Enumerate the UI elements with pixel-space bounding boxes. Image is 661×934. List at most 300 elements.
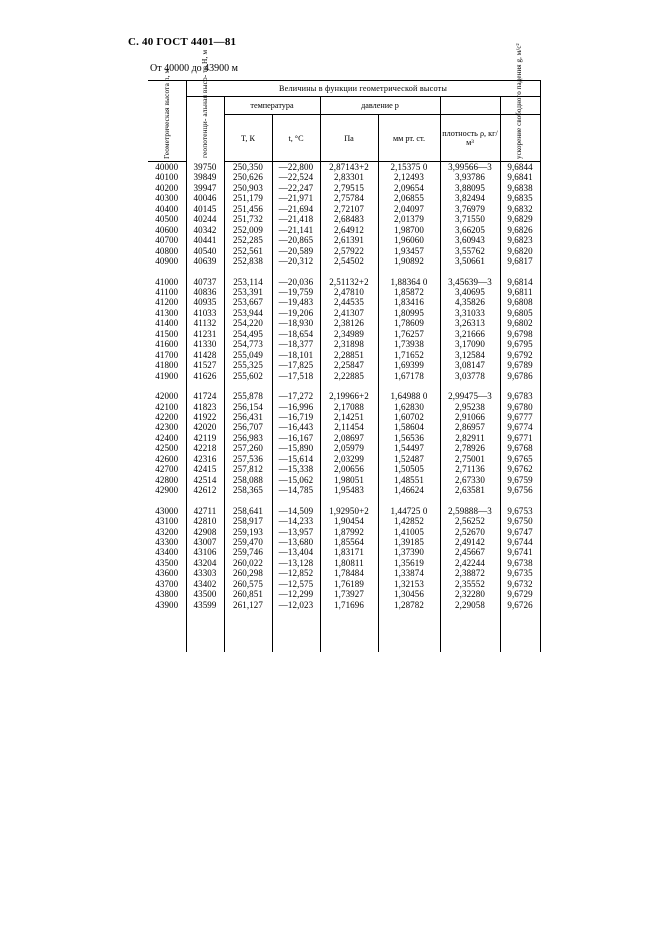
table-cell: 259,470: [224, 537, 272, 547]
table-cell: 40100: [148, 172, 186, 182]
table-row: [148, 454, 540, 464]
table-row: [148, 422, 540, 432]
table-cell: 2,08697: [320, 433, 378, 443]
table-row: [148, 297, 540, 307]
table-cell: 261,127: [224, 600, 272, 610]
table-tail-spacer: [148, 610, 540, 652]
table-cell: 1,28782: [378, 600, 440, 610]
table-cell: 41231: [186, 329, 224, 339]
table-row: [148, 412, 540, 422]
table-cell: 251,179: [224, 193, 272, 203]
altitude-range-caption: От 40000 до 43900 м: [150, 63, 239, 74]
table-cell: 40145: [186, 204, 224, 214]
table-cell: 41800: [148, 360, 186, 370]
table-cell: 1,76189: [320, 579, 378, 589]
table-cell: 43204: [186, 558, 224, 568]
header-gravity: [500, 43, 540, 162]
table-cell: —22,800: [272, 162, 320, 173]
table-cell: —22,524: [272, 172, 320, 182]
table-cell: —16,996: [272, 402, 320, 412]
table-cell: 41500: [148, 329, 186, 339]
table-cell: 41200: [148, 297, 186, 307]
table-cell: 41527: [186, 360, 224, 370]
table-cell: 2,57922: [320, 246, 378, 256]
table-cell: 1,76257: [378, 329, 440, 339]
table-cell: 3,55762: [440, 246, 500, 256]
table-cell: —15,062: [272, 475, 320, 485]
table-cell: 9,6780: [500, 402, 540, 412]
table-cell: 1,98051: [320, 475, 378, 485]
table-cell: 2,87143+2: [320, 162, 378, 173]
table-cell: 9,6750: [500, 516, 540, 526]
table-cell: 4,35826: [440, 297, 500, 307]
table-row: [148, 464, 540, 474]
table-cell: 3,66205: [440, 225, 500, 235]
table-cell: 258,088: [224, 475, 272, 485]
table-cell: 1,37390: [378, 547, 440, 557]
table-cell: 2,68483: [320, 214, 378, 224]
table-cell: 258,917: [224, 516, 272, 526]
table-cell: 1,54497: [378, 443, 440, 453]
table-cell: 2,86957: [440, 422, 500, 432]
header-geopotential-height: [186, 49, 224, 162]
table-body: [148, 162, 540, 653]
table-cell: 2,63581: [440, 485, 500, 495]
table-cell: —16,167: [272, 433, 320, 443]
table-cell: —20,865: [272, 235, 320, 245]
table-cell: 2,83301: [320, 172, 378, 182]
table-cell: 9,6832: [500, 204, 540, 214]
table-cell: 1,78609: [378, 318, 440, 328]
table-cell: 2,03299: [320, 454, 378, 464]
table-row: [148, 391, 540, 401]
table-cell: —21,694: [272, 204, 320, 214]
table-cell: 1,83416: [378, 297, 440, 307]
table-cell: 2,71136: [440, 464, 500, 474]
table-row: [148, 568, 540, 578]
table-cell: 2,06855: [378, 193, 440, 203]
table-cell: 9,6841: [500, 172, 540, 182]
table-cell: —22,247: [272, 183, 320, 193]
table-cell: 2,99475—3: [440, 391, 500, 401]
table-cell: 3,82494: [440, 193, 500, 203]
table-cell: 42119: [186, 433, 224, 443]
table-cell: 40342: [186, 225, 224, 235]
table-cell: 2,59888—3: [440, 506, 500, 516]
table-row: [148, 329, 540, 339]
table-cell: 251,456: [224, 204, 272, 214]
table-cell: 43007: [186, 537, 224, 547]
table-cell: 41000: [148, 277, 186, 287]
table-cell: —13,957: [272, 527, 320, 537]
header-geometric-height-label: Геометрическая высота h, м: [161, 68, 171, 159]
table-cell: 2,01379: [378, 214, 440, 224]
table-cell: 9,6753: [500, 506, 540, 516]
table-cell: 42514: [186, 475, 224, 485]
table-cell: 2,51132+2: [320, 277, 378, 287]
header-unit-temperature-celsius: t, °C: [272, 115, 320, 162]
table-row: [148, 318, 540, 328]
table-cell: 1,73938: [378, 339, 440, 349]
header-density: [440, 115, 500, 162]
table-cell: 2,17088: [320, 402, 378, 412]
table-cell: 2,35552: [440, 579, 500, 589]
table-cell: 3,45639—3: [440, 277, 500, 287]
table-cell: 1,98700: [378, 225, 440, 235]
table-cell: 3,26313: [440, 318, 500, 328]
table-row: [148, 256, 540, 266]
table-block-gap: [148, 496, 540, 506]
table-cell: 2,34989: [320, 329, 378, 339]
table-cell: 43500: [186, 589, 224, 599]
table-cell: —12,023: [272, 600, 320, 610]
table-cell: 1,88364 0: [378, 277, 440, 287]
table-row: [148, 371, 540, 381]
table-cell: 43599: [186, 600, 224, 610]
header-geopotential-height-label: геопотенци- альная высо- та H, м: [199, 49, 209, 158]
page-header: С. 40 ГОСТ 4401—81: [128, 36, 237, 48]
table-cell: 40836: [186, 287, 224, 297]
table-cell: 2,72107: [320, 204, 378, 214]
table-cell: 2,15375 0: [378, 162, 440, 173]
table-cell: 2,00656: [320, 464, 378, 474]
table-cell: 41100: [148, 287, 186, 297]
table-cell: —21,971: [272, 193, 320, 203]
table-cell: 1,41005: [378, 527, 440, 537]
table-cell: 43900: [148, 600, 186, 610]
table-row: [148, 360, 540, 370]
table-cell: 43402: [186, 579, 224, 589]
table-cell: 9,6802: [500, 318, 540, 328]
table-cell: 1,96060: [378, 235, 440, 245]
table-cell: —15,614: [272, 454, 320, 464]
table-cell: 3,88095: [440, 183, 500, 193]
table-cell: 40200: [148, 183, 186, 193]
table-cell: 41700: [148, 350, 186, 360]
table-cell: 40441: [186, 235, 224, 245]
table-cell: 42020: [186, 422, 224, 432]
table-row: [148, 433, 540, 443]
table-cell: 41724: [186, 391, 224, 401]
table-cell: 41132: [186, 318, 224, 328]
table-cell: 3,08147: [440, 360, 500, 370]
table-cell: 255,602: [224, 371, 272, 381]
table-cell: 252,285: [224, 235, 272, 245]
table-cell: 2,11454: [320, 422, 378, 432]
table-cell: 40500: [148, 214, 186, 224]
table-cell: 1,52487: [378, 454, 440, 464]
header-unit-pressure-pascal: Па: [320, 115, 378, 162]
table-cell: 42000: [148, 391, 186, 401]
table-cell: 9,6774: [500, 422, 540, 432]
table-cell: 1,44725 0: [378, 506, 440, 516]
table-cell: 1,67178: [378, 371, 440, 381]
table-cell: 42908: [186, 527, 224, 537]
table-cell: 2,14251: [320, 412, 378, 422]
table-cell: 3,12584: [440, 350, 500, 360]
table-cell: 9,6789: [500, 360, 540, 370]
table-cell: 42612: [186, 485, 224, 495]
table-cell: 9,6726: [500, 600, 540, 610]
table-row: [148, 516, 540, 526]
table-row: [148, 193, 540, 203]
table-cell: —17,518: [272, 371, 320, 381]
table-cell: 9,6759: [500, 475, 540, 485]
table-cell: 250,903: [224, 183, 272, 193]
table-cell: 254,220: [224, 318, 272, 328]
table-cell: —21,141: [272, 225, 320, 235]
table-cell: 40000: [148, 162, 186, 173]
table-cell: 9,6729: [500, 589, 540, 599]
table-cell: 2,78926: [440, 443, 500, 453]
table-cell: 252,561: [224, 246, 272, 256]
table-cell: 42500: [148, 443, 186, 453]
table-cell: 252,009: [224, 225, 272, 235]
table-cell: 2,64912: [320, 225, 378, 235]
table-cell: 1,60702: [378, 412, 440, 422]
table-cell: 3,99566—3: [440, 162, 500, 173]
header-gravity-label: ускорение свободного падения g, м/с²: [515, 43, 524, 159]
header-density-spacer: [440, 97, 500, 115]
table-cell: —19,759: [272, 287, 320, 297]
table-row: [148, 246, 540, 256]
table-cell: 9,6798: [500, 329, 540, 339]
table-cell: —14,509: [272, 506, 320, 516]
table-cell: 9,6756: [500, 485, 540, 495]
table-cell: 2,04097: [378, 204, 440, 214]
table-cell: 1,33874: [378, 568, 440, 578]
table-cell: 1,93457: [378, 246, 440, 256]
table-cell: 9,6738: [500, 558, 540, 568]
table-row: [148, 402, 540, 412]
table-cell: 2,91066: [440, 412, 500, 422]
table-cell: 2,25847: [320, 360, 378, 370]
table-cell: 1,62830: [378, 402, 440, 412]
table-cell: 2,75784: [320, 193, 378, 203]
table-cell: 260,851: [224, 589, 272, 599]
table-cell: 1,42852: [378, 516, 440, 526]
table-cell: 40600: [148, 225, 186, 235]
table-cell: 9,6808: [500, 297, 540, 307]
table-cell: 2,75001: [440, 454, 500, 464]
table-cell: 9,6735: [500, 568, 540, 578]
table-cell: 2,29058: [440, 600, 500, 610]
table-cell: —12,852: [272, 568, 320, 578]
table-cell: 41900: [148, 371, 186, 381]
table-cell: 43300: [148, 537, 186, 547]
table-cell: —19,483: [272, 297, 320, 307]
header-unit-temperature-kelvin: T, К: [224, 115, 272, 162]
table-cell: 253,944: [224, 308, 272, 318]
table-cell: —13,128: [272, 558, 320, 568]
table-row: [148, 204, 540, 214]
table-cell: 41922: [186, 412, 224, 422]
table-cell: 3,40695: [440, 287, 500, 297]
table-cell: 43100: [148, 516, 186, 526]
table-cell: —18,930: [272, 318, 320, 328]
table-cell: —20,312: [272, 256, 320, 266]
table-cell: 2,44535: [320, 297, 378, 307]
table-cell: 3,71550: [440, 214, 500, 224]
table-cell: —13,404: [272, 547, 320, 557]
table-cell: 254,495: [224, 329, 272, 339]
table-row: [148, 443, 540, 453]
table-cell: 1,58604: [378, 422, 440, 432]
table-block-gap: [148, 267, 540, 277]
table-cell: 1,48551: [378, 475, 440, 485]
table-row: [148, 214, 540, 224]
table-cell: 2,09654: [378, 183, 440, 193]
table-cell: 42218: [186, 443, 224, 453]
header-density-label: плотность ρ, кг/м³: [442, 129, 498, 147]
table-cell: 2,79515: [320, 183, 378, 193]
table-cell: 1,78484: [320, 568, 378, 578]
table-cell: 1,87992: [320, 527, 378, 537]
table-cell: 9,6768: [500, 443, 540, 453]
table-row: [148, 579, 540, 589]
table-cell: —13,680: [272, 537, 320, 547]
table-cell: 1,73927: [320, 589, 378, 599]
table-cell: 43303: [186, 568, 224, 578]
table-cell: 9,6826: [500, 225, 540, 235]
table-cell: 2,95238: [440, 402, 500, 412]
table-cell: 41033: [186, 308, 224, 318]
table-row: [148, 475, 540, 485]
table-cell: 9,6741: [500, 547, 540, 557]
table-cell: 250,626: [224, 172, 272, 182]
table-cell: —20,589: [272, 246, 320, 256]
table-cell: 253,391: [224, 287, 272, 297]
table-cell: 256,154: [224, 402, 272, 412]
table-cell: 1,69399: [378, 360, 440, 370]
header-geometric-height: [148, 68, 186, 162]
table-cell: 40244: [186, 214, 224, 224]
table-cell: 2,45667: [440, 547, 500, 557]
table-cell: 260,022: [224, 558, 272, 568]
table-cell: 42300: [148, 422, 186, 432]
table-cell: —19,206: [272, 308, 320, 318]
table-cell: 42800: [148, 475, 186, 485]
table-cell: 9,6795: [500, 339, 540, 349]
table-cell: 41823: [186, 402, 224, 412]
table-cell: 9,6765: [500, 454, 540, 464]
table-cell: 260,298: [224, 568, 272, 578]
table-cell: 2,38126: [320, 318, 378, 328]
table-row: [148, 235, 540, 245]
table-cell: 2,31898: [320, 339, 378, 349]
table-cell: 260,575: [224, 579, 272, 589]
table-cell: 2,12493: [378, 172, 440, 182]
table-cell: 1,92950+2: [320, 506, 378, 516]
table-cell: —18,377: [272, 339, 320, 349]
table-block-gap: [148, 381, 540, 391]
table-cell: —14,785: [272, 485, 320, 495]
table-cell: 9,6805: [500, 308, 540, 318]
table-cell: 42700: [148, 464, 186, 474]
table-cell: 42316: [186, 454, 224, 464]
table-cell: 2,41307: [320, 308, 378, 318]
table-cell: 2,28851: [320, 350, 378, 360]
header-group-title: Величины в функции геометрической высоты: [186, 81, 540, 97]
table-cell: 43106: [186, 547, 224, 557]
table-cell: 253,114: [224, 277, 272, 287]
table-row: [148, 308, 540, 318]
table-cell: 1,71652: [378, 350, 440, 360]
table-cell: 2,52670: [440, 527, 500, 537]
table-cell: 2,42244: [440, 558, 500, 568]
table-cell: 1,50505: [378, 464, 440, 474]
table-cell: 9,6844: [500, 162, 540, 173]
table-row: [148, 277, 540, 287]
table-cell: 1,85872: [378, 287, 440, 297]
table-cell: 42415: [186, 464, 224, 474]
table-cell: 42400: [148, 433, 186, 443]
table-cell: 39849: [186, 172, 224, 182]
table-cell: 9,6792: [500, 350, 540, 360]
table-cell: 43000: [148, 506, 186, 516]
table-cell: 1,90892: [378, 256, 440, 266]
table-cell: 9,6783: [500, 391, 540, 401]
table-cell: 254,773: [224, 339, 272, 349]
table-cell: 259,746: [224, 547, 272, 557]
table-cell: 41626: [186, 371, 224, 381]
table-row: [148, 600, 540, 610]
table-cell: 257,260: [224, 443, 272, 453]
table-cell: 1,35619: [378, 558, 440, 568]
table-row: [148, 589, 540, 599]
table-row: [148, 183, 540, 193]
table-cell: 40900: [148, 256, 186, 266]
table-row: [148, 162, 540, 173]
table-cell: 1,85564: [320, 537, 378, 547]
table-cell: 3,21666: [440, 329, 500, 339]
table-cell: 259,193: [224, 527, 272, 537]
table-cell: 1,80811: [320, 558, 378, 568]
table-cell: 1,30456: [378, 589, 440, 599]
table-cell: 3,31033: [440, 308, 500, 318]
table-cell: 9,6814: [500, 277, 540, 287]
table-cell: 255,325: [224, 360, 272, 370]
table-cell: 2,67330: [440, 475, 500, 485]
table-cell: 42810: [186, 516, 224, 526]
table-row: [148, 506, 540, 516]
table-cell: 252,838: [224, 256, 272, 266]
table-cell: 3,60943: [440, 235, 500, 245]
table-cell: 1,56536: [378, 433, 440, 443]
table-cell: 1,46624: [378, 485, 440, 495]
table-cell: 9,6747: [500, 527, 540, 537]
table-cell: 43400: [148, 547, 186, 557]
table-row: [148, 287, 540, 297]
table-cell: 43800: [148, 589, 186, 599]
table-cell: 2,19966+2: [320, 391, 378, 401]
table-cell: —18,101: [272, 350, 320, 360]
table-row: [148, 558, 540, 568]
table-cell: 250,350: [224, 162, 272, 173]
table-cell: 255,878: [224, 391, 272, 401]
table-row: [148, 350, 540, 360]
table-cell: 256,983: [224, 433, 272, 443]
table-cell: 41330: [186, 339, 224, 349]
table-cell: 9,6835: [500, 193, 540, 203]
header-unit-pressure-mmhg: мм рт. ст.: [378, 115, 440, 162]
table-cell: 3,50661: [440, 256, 500, 266]
table-cell: 43200: [148, 527, 186, 537]
table-cell: 1,39185: [378, 537, 440, 547]
table-row: [148, 172, 540, 182]
table-cell: —16,443: [272, 422, 320, 432]
table-cell: 3,76979: [440, 204, 500, 214]
